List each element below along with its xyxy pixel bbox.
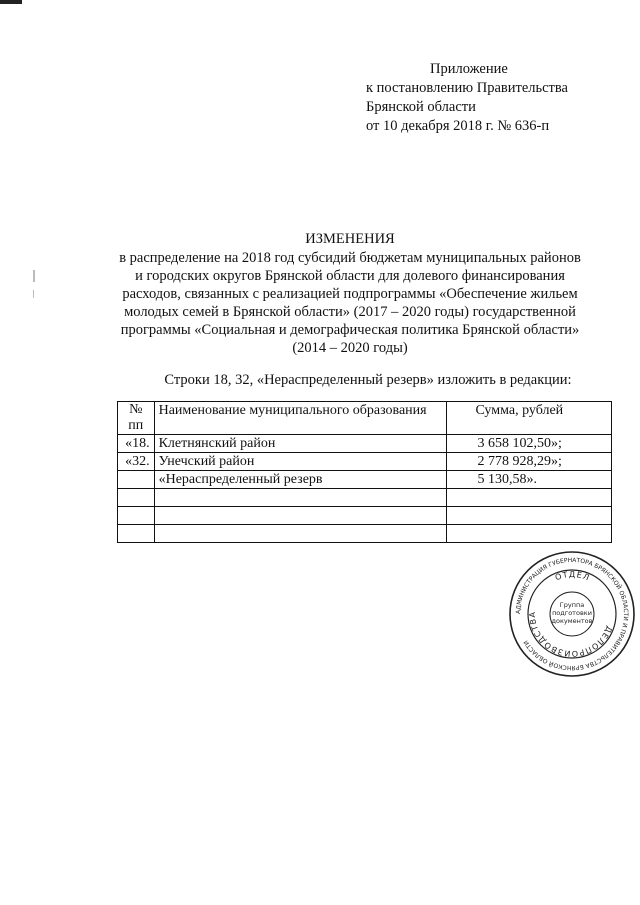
row-num (118, 525, 155, 543)
header-num-line: пп (128, 418, 144, 433)
table-row (118, 471, 612, 489)
row-num: «18. (118, 435, 155, 453)
stamp-center-line: документов (551, 617, 593, 625)
row-num (118, 471, 155, 489)
instruction-text: Строки 18, 32, «Нераспределенный резерв» изложить в редакции: (164, 372, 572, 388)
header-num (118, 402, 155, 435)
row-name: «Нераспределенный резерв (154, 471, 447, 489)
distribution-table (117, 401, 612, 543)
title-line: в распределение на 2018 год субсидий бюджетам муниципальных районов (119, 250, 581, 266)
row-name (154, 507, 447, 525)
stamp-ring-textpath: АДМИНИСТРАЦИЯ ГУБЕРНАТОРА БРЯНСКОЙ ОБЛАСТИ И ПРАВИТЕЛЬСТВА БРЯНСКОЙ ОБЛАСТИ (514, 556, 630, 672)
appendix-line: Брянской области (366, 99, 476, 115)
appendix-block (366, 60, 568, 136)
appendix-line: к постановлению Правительства (366, 80, 568, 96)
stamp-inner-top: ОТДЕЛ (553, 569, 592, 583)
row-num (118, 507, 155, 525)
scan-corner-mark (0, 0, 22, 4)
row-num: «32. (118, 453, 155, 471)
title-line: (2014 – 2020 годы) (292, 340, 408, 356)
table-row (118, 453, 612, 471)
table-row (118, 525, 612, 543)
stamp-center-line: Группа (559, 601, 585, 609)
stamp-inner-bottom: ДЕЛОПРОИЗВОДСТВА (527, 611, 614, 659)
title-line: расходов, связанных с реализацией подпрограммы «Обеспечение жильем (122, 286, 578, 302)
table-row (118, 489, 612, 507)
appendix-line: Приложение (430, 61, 508, 77)
document-title (90, 230, 610, 357)
scan-artifact (33, 270, 35, 282)
official-stamp (507, 549, 637, 679)
row-num (118, 489, 155, 507)
header-name: Наименование муниципального образования (154, 402, 447, 435)
row-name (154, 525, 447, 543)
row-sum: 2 778 928,29»; (447, 453, 612, 471)
header-num-line: № (129, 402, 143, 417)
scan-artifact (33, 290, 34, 298)
row-name: Унечский район (154, 453, 447, 471)
row-name: Клетнянский район (154, 435, 447, 453)
title-heading: ИЗМЕНЕНИЯ (305, 231, 395, 247)
table-row (118, 435, 612, 453)
table-header-row (118, 402, 612, 435)
appendix-date-line: от 10 декабря 2018 г. № 636-п (366, 118, 550, 134)
row-sum: 5 130,58». (447, 471, 612, 489)
row-sum (447, 507, 612, 525)
table-row (118, 507, 612, 525)
row-sum (447, 489, 612, 507)
header-sum: Сумма, рублей (447, 402, 612, 435)
row-sum (447, 525, 612, 543)
stamp-center-line: подготовки (552, 609, 592, 617)
title-line: и городских округов Брянской области для долевого финансирования (135, 268, 565, 284)
row-sum: 3 658 102,50»; (447, 435, 612, 453)
title-line: молодых семей в Брянской области» (2017 – 2020 годы) государственной (124, 304, 576, 320)
row-name (154, 489, 447, 507)
title-line: программы «Социальная и демографическая политика Брянской области» (120, 322, 580, 338)
